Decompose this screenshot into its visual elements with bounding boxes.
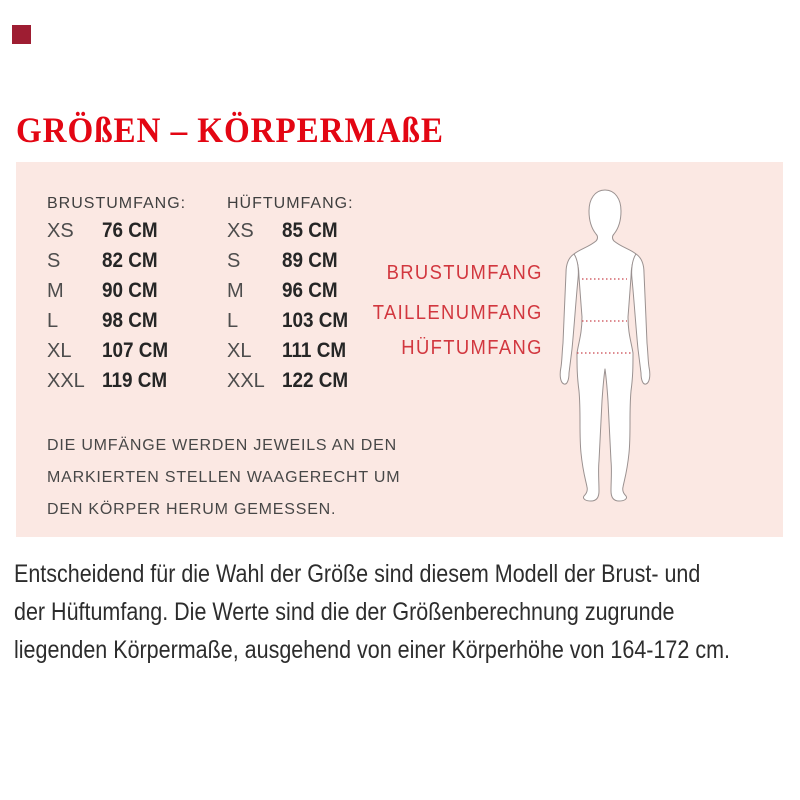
size-label: M	[47, 279, 64, 302]
body-silhouette	[535, 180, 675, 510]
brand-mark	[12, 25, 31, 44]
size-label: XXL	[227, 369, 265, 392]
size-value: 82 CM	[102, 249, 158, 272]
figure-label-bust: BRUSTUMFANG	[386, 262, 543, 284]
table-row	[47, 276, 186, 306]
size-label: S	[227, 249, 241, 272]
table-row	[227, 366, 356, 396]
table-row	[47, 366, 186, 396]
footer-line: liegenden Körpermaße, ausgehend von einer Körperhöhe von 164-172 cm.	[14, 636, 730, 664]
table-row	[227, 246, 356, 276]
figure-label-waist: TAILLENUMFANG	[373, 302, 543, 324]
table-row	[47, 246, 186, 276]
size-value: 111 CM	[282, 339, 347, 362]
size-label: XL	[47, 339, 72, 362]
bust-table-header: BRUSTUMFANG:	[47, 195, 187, 212]
size-label: XXL	[47, 369, 85, 392]
footer-line: der Hüftumfang. Die Werte sind die der Größenberechnung zugrunde	[14, 598, 675, 626]
footer-line: Entscheidend für die Wahl der Größe sind diesem Modell der Brust- und	[14, 560, 701, 588]
note-line: DEN KÖRPER HERUM GEMESSEN.	[47, 501, 337, 518]
table-row	[227, 306, 356, 336]
left-arm-outline	[560, 254, 578, 384]
table-row	[47, 216, 186, 246]
size-info-panel	[16, 162, 783, 537]
hip-table-header: HÜFTUMFANG:	[227, 195, 354, 212]
size-value: 107 CM	[102, 339, 169, 362]
size-value: 122 CM	[282, 369, 349, 392]
size-label: XL	[227, 339, 252, 362]
size-value: 103 CM	[282, 309, 349, 332]
size-value: 90 CM	[102, 279, 158, 302]
note-line: DIE UMFÄNGE WERDEN JEWEILS AN DEN	[47, 437, 397, 454]
page-title: GRÖßEN – KÖRPERMAßE	[16, 110, 444, 150]
size-label: S	[47, 249, 61, 272]
size-label: XS	[227, 219, 254, 242]
figure-label-hip: HÜFTUMFANG	[401, 337, 543, 359]
table-row	[47, 336, 186, 366]
size-value: 89 CM	[282, 249, 338, 272]
size-value: 96 CM	[282, 279, 338, 302]
table-row	[227, 336, 356, 366]
size-label: L	[47, 309, 59, 332]
size-value: 119 CM	[102, 369, 168, 392]
table-row	[227, 216, 356, 246]
footer-paragraph	[14, 555, 800, 669]
size-value: 85 CM	[282, 219, 338, 242]
hip-size-table	[227, 195, 356, 396]
table-row	[227, 276, 356, 306]
size-value: 98 CM	[102, 309, 158, 332]
table-row	[47, 306, 186, 336]
body-outline	[574, 190, 636, 501]
size-label: L	[227, 309, 239, 332]
size-value: 76 CM	[102, 219, 158, 242]
size-label: XS	[47, 219, 74, 242]
measure-note	[47, 430, 400, 526]
note-line: MARKIERTEN STELLEN WAAGERECHT UM	[47, 469, 401, 486]
bust-size-table	[47, 195, 186, 396]
size-label: M	[227, 279, 244, 302]
right-arm-outline	[632, 254, 650, 384]
